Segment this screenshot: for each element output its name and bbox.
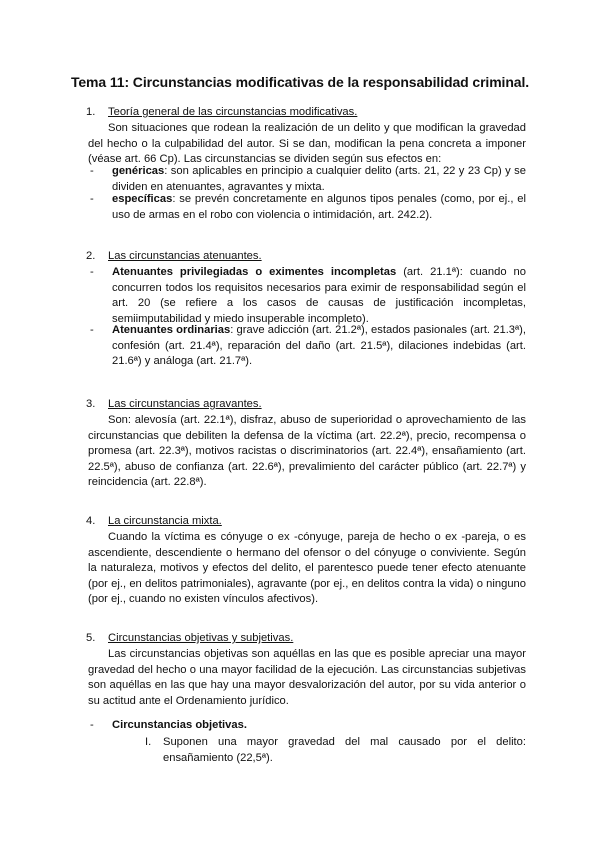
subitem-i xyxy=(145,735,526,766)
bullet-text: (art. 21.1ª): cuando no concurren todos los requisitos necesarios para eximir de responsabilidad según el art. 20 (se refiere a los casos de causas de justificación incompletas, semiimputabilidad y miedo insuperable incompleto). xyxy=(112,266,526,325)
section-title: Las circunstancias agravantes. xyxy=(108,398,262,410)
page-title: Tema 11: Circunstancias modificativas de la responsabilidad criminal. xyxy=(70,74,530,90)
bullet-term: específicas xyxy=(112,193,173,205)
section-number: 2. xyxy=(86,250,96,262)
bullet-term: Atenuantes ordinarias xyxy=(112,324,231,336)
section-title: Las circunstancias atenuantes. xyxy=(108,250,262,262)
bullet-atenuantes-privilegiadas xyxy=(90,265,526,327)
bullet-term: Circunstancias objetivas. xyxy=(112,719,247,731)
section-5-heading xyxy=(86,632,293,644)
roman-numeral: I. xyxy=(145,736,152,748)
bullet-text: : son aplicables en principio a cualquier delito (arts. 21, 22 y 23 Cp) y se dividen en atenuantes, agravantes y mixta. xyxy=(112,165,526,193)
section-title: La circunstancia mixta. xyxy=(108,515,222,527)
section-4-heading xyxy=(86,515,222,527)
bullet-dash: - xyxy=(90,266,94,278)
section-number: 3. xyxy=(86,398,96,410)
section-title: Circunstancias objetivas y subjetivas. xyxy=(108,632,294,644)
section-5-paragraph: Las circunstancias objetivas son aquéllas en las que es posible apreciar una mayor gravedad del hecho o una mayor facilidad de la ejecución. Las circunstancias subjetivas son aquéllas en las que hay una mayor desvalorización del autor, por su vida anterior o su actitud ante el Ordenamiento jurídico. xyxy=(88,648,526,707)
bullet-term: genéricas xyxy=(112,165,165,177)
subitem-text: Suponen una mayor gravedad del mal causado por el delito: ensañamiento (22,5ª). xyxy=(163,736,526,764)
section-2-heading xyxy=(86,250,262,262)
bullet-dash: - xyxy=(90,193,94,205)
bullet-dash: - xyxy=(90,165,94,177)
section-1-paragraph: Son situaciones que rodean la realización de un delito y que modifican la gravedad del hecho o la culpabilidad del autor. Si se dan, modifican la pena concreta a imponer (véase art. 66 Cp). Las circunstancias se dividen según sus efectos en: xyxy=(88,122,526,165)
bullet-dash: - xyxy=(90,324,94,336)
bullet-genericas xyxy=(90,164,526,195)
section-4-paragraph: Cuando la víctima es cónyuge o ex -cónyuge, pareja de hecho o ex -pareja, o es ascendiente, descendiente o hermano del ofensor o del cónyuge o conviviente. Según la naturaleza, motivos y efectos del delito, el parentesco puede tener efecto atenuante (por ej., en delitos patrimoniales), agravante (por ej., en delitos contra la vida) o ninguno (por ej., cuando no existen vínculos afectivos). xyxy=(88,531,526,605)
bullet-dash: - xyxy=(90,719,94,731)
section-3-heading xyxy=(86,398,262,410)
bullet-especificas xyxy=(90,192,526,223)
bullet-atenuantes-ordinarias xyxy=(90,323,526,370)
bullet-circunstancias-objetivas xyxy=(90,718,526,734)
bullet-text: : grave adicción (art. 21.2ª), estados pasionales (art. 21.3ª), confesión (art. 21.4ª), reparación del daño (art. 21.5ª), dilaciones indebidas (art. 21.6ª) y análoga (art. 21.7ª). xyxy=(112,324,526,367)
bullet-text: : se prevén concretamente en algunos tipos penales (como, por ej., el uso de armas en el robo con violencia o intimidación, art. 242.2). xyxy=(112,193,526,221)
section-number: 5. xyxy=(86,632,96,644)
section-3-paragraph: Son: alevosía (art. 22.1ª), disfraz, abuso de superioridad o aprovechamiento de las circunstancias que debiliten la defensa de la víctima (art. 22.2ª), precio, recompensa o promesa (art. 22.3ª), motivos racistas o discriminatorios (art. 22.4ª), ensañamiento (art. 22.5ª), abuso de confianza (art. 22.6ª), prevalimiento del carácter público (art. 22.7ª) y reincidencia (art. 22.8ª). xyxy=(88,414,526,488)
section-1-heading xyxy=(86,106,357,118)
section-number: 1. xyxy=(86,106,96,118)
section-title: Teoría general de las circunstancias modificativas. xyxy=(108,106,358,118)
bullet-term: Atenuantes privilegiadas o eximentes incompletas xyxy=(112,266,397,278)
section-number: 4. xyxy=(86,515,96,527)
